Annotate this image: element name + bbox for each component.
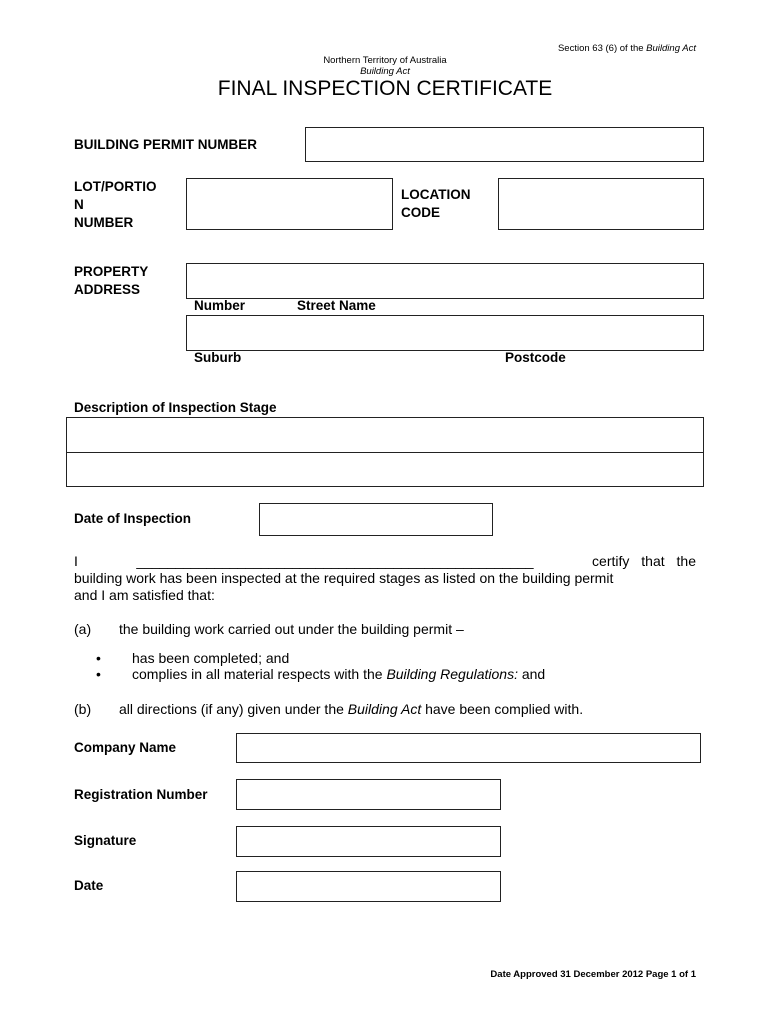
signature-field[interactable] xyxy=(236,826,501,857)
date-of-inspection-field[interactable] xyxy=(259,503,493,536)
suburb-postcode-field[interactable] xyxy=(186,315,704,351)
description-label: Description of Inspection Stage xyxy=(74,400,277,415)
certifier-name-blank: ___________________________________________________ xyxy=(136,553,534,569)
bullet-dot-2: • xyxy=(96,666,101,682)
date-field[interactable] xyxy=(236,871,501,902)
item-a-marker: (a) xyxy=(74,621,92,637)
date-label: Date xyxy=(74,878,104,893)
location-code-label: LOCATION CODE xyxy=(401,187,471,220)
act-name: Building Act xyxy=(360,66,410,77)
lot-portion-label: LOT/PORTIO N NUMBER xyxy=(74,179,157,230)
certification-line-3: and I am satisfied that: xyxy=(74,587,215,603)
item-b-text: all directions (if any) given under the Building Act have been complied with. xyxy=(119,701,584,717)
section-reference xyxy=(558,43,696,54)
page-title: FINAL INSPECTION CERTIFICATE xyxy=(217,77,553,100)
number-label: Number xyxy=(194,298,246,313)
location-code-field[interactable] xyxy=(498,178,704,230)
section-ref-act: Building Act xyxy=(646,43,696,54)
property-address-label: PROPERTY ADDRESS xyxy=(74,264,149,297)
company-name-label: Company Name xyxy=(74,740,177,755)
permit-number-label: BUILDING PERMIT NUMBER xyxy=(74,137,257,152)
postcode-label: Postcode xyxy=(505,350,566,365)
signature-label: Signature xyxy=(74,833,137,848)
description-field-1[interactable] xyxy=(66,417,704,453)
suburb-label: Suburb xyxy=(194,350,242,365)
company-name-field[interactable] xyxy=(236,733,701,763)
footer-text: Date Approved 31 December 2012 Page 1 of 1 xyxy=(490,969,696,980)
certification-line-1: I ___________________________________________________ certify that the xyxy=(74,553,696,569)
bullet-2: complies in all material respects with the Building Regulations: and xyxy=(132,666,546,682)
date-of-inspection-label: Date of Inspection xyxy=(74,511,192,526)
lot-portion-field[interactable] xyxy=(186,178,393,230)
jurisdiction: Northern Territory of Australia xyxy=(323,55,447,66)
description-field-2[interactable] xyxy=(66,452,704,487)
item-a-text: the building work carried out under the building permit – xyxy=(119,621,464,637)
item-b-marker: (b) xyxy=(74,701,92,717)
registration-number-field[interactable] xyxy=(236,779,501,810)
street-address-field[interactable] xyxy=(186,263,704,299)
section-ref-prefix: Section 63 (6) of the xyxy=(557,43,644,54)
bullet-dot-1: • xyxy=(96,650,101,666)
permit-number-field[interactable] xyxy=(305,127,704,162)
certification-line-2: building work has been inspected at the required stages as listed on the building permit xyxy=(74,570,614,586)
bullet-1: has been completed; and xyxy=(132,650,290,666)
street-name-label: Street Name xyxy=(297,298,376,313)
registration-number-label: Registration Number xyxy=(74,787,208,802)
